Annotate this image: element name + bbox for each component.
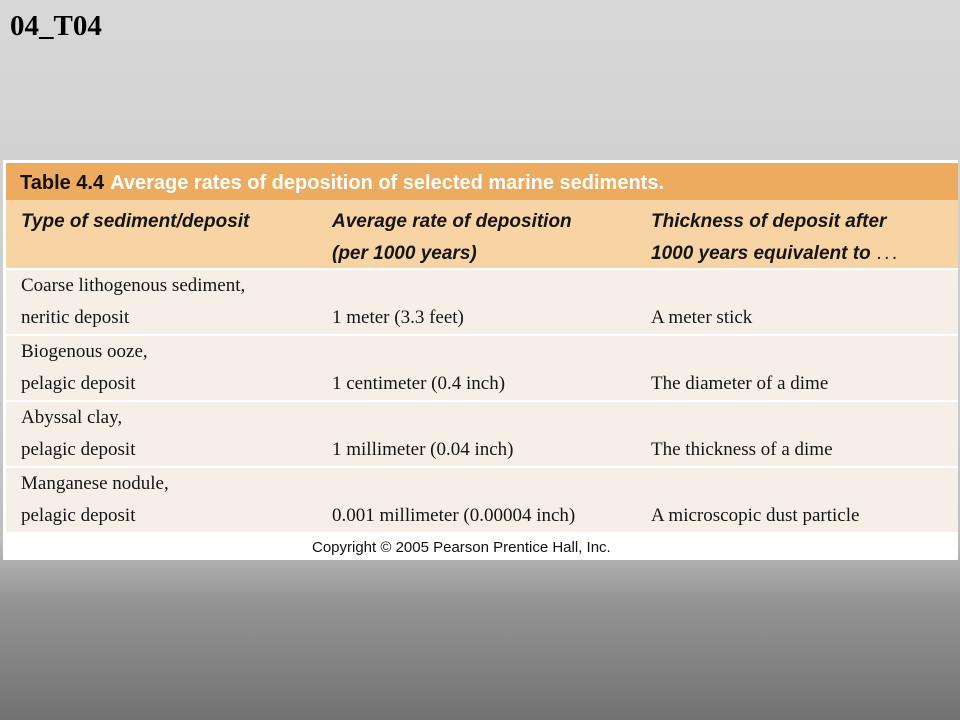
cell-sediment-type-line2: pelagic deposit [21,439,136,460]
header-ellipsis: ... [876,243,900,264]
header-deposition-rate-line1: Average rate of deposition [332,211,572,232]
slide-title: 04_T04 [10,10,102,42]
header-sediment-type [21,206,249,238]
table-row [6,270,958,334]
copyright-notice: Copyright © 2005 Pearson Prentice Hall, Inc. [312,539,611,556]
cell-deposition-rate: 0.001 millimeter (0.00004 inch) [332,505,576,526]
cell-sediment-type [21,402,136,466]
table-header-row [6,200,958,268]
cell-deposition-rate: 1 centimeter (0.4 inch) [332,373,506,394]
table-number: Table 4.4 [20,172,105,194]
sediment-table [3,160,958,560]
cell-sediment-type [21,468,169,532]
cell-sediment-type-line1: Abyssal clay, [21,407,123,428]
cell-sediment-type [21,270,245,334]
table-row [6,336,958,400]
cell-thickness-equivalent: The diameter of a dime [651,373,829,394]
cell-thickness-equivalent: A microscopic dust particle [651,505,860,526]
header-deposition-rate [332,206,572,270]
header-thickness-line1: Thickness of deposit after [651,211,887,232]
table-title-bar [6,163,958,200]
table-row [6,468,958,532]
cell-deposition-rate: 1 meter (3.3 feet) [332,307,464,328]
cell-sediment-type [21,336,148,400]
cell-sediment-type-line1: Coarse lithogenous sediment, [21,275,246,296]
cell-sediment-type-line1: Biogenous ooze, [21,341,148,362]
cell-sediment-type-line2: pelagic deposit [21,505,136,526]
table-caption: Average rates of deposition of selected marine sediments. [110,172,665,194]
header-thickness-line2 [651,238,900,270]
header-sediment-type-label: Type of sediment/deposit [21,211,250,232]
table-row [6,402,958,466]
cell-sediment-type-line2: neritic deposit [21,307,130,328]
cell-sediment-type-line2: pelagic deposit [21,373,136,394]
header-deposition-rate-line2: (per 1000 years) [332,243,477,264]
header-thickness-line2-text: 1000 years equivalent to [651,243,871,264]
cell-deposition-rate: 1 millimeter (0.04 inch) [332,439,514,460]
cell-thickness-equivalent: The thickness of a dime [651,439,833,460]
header-thickness-equivalent [651,206,900,270]
cell-sediment-type-line1: Manganese nodule, [21,473,169,494]
cell-thickness-equivalent: A meter stick [651,307,753,328]
